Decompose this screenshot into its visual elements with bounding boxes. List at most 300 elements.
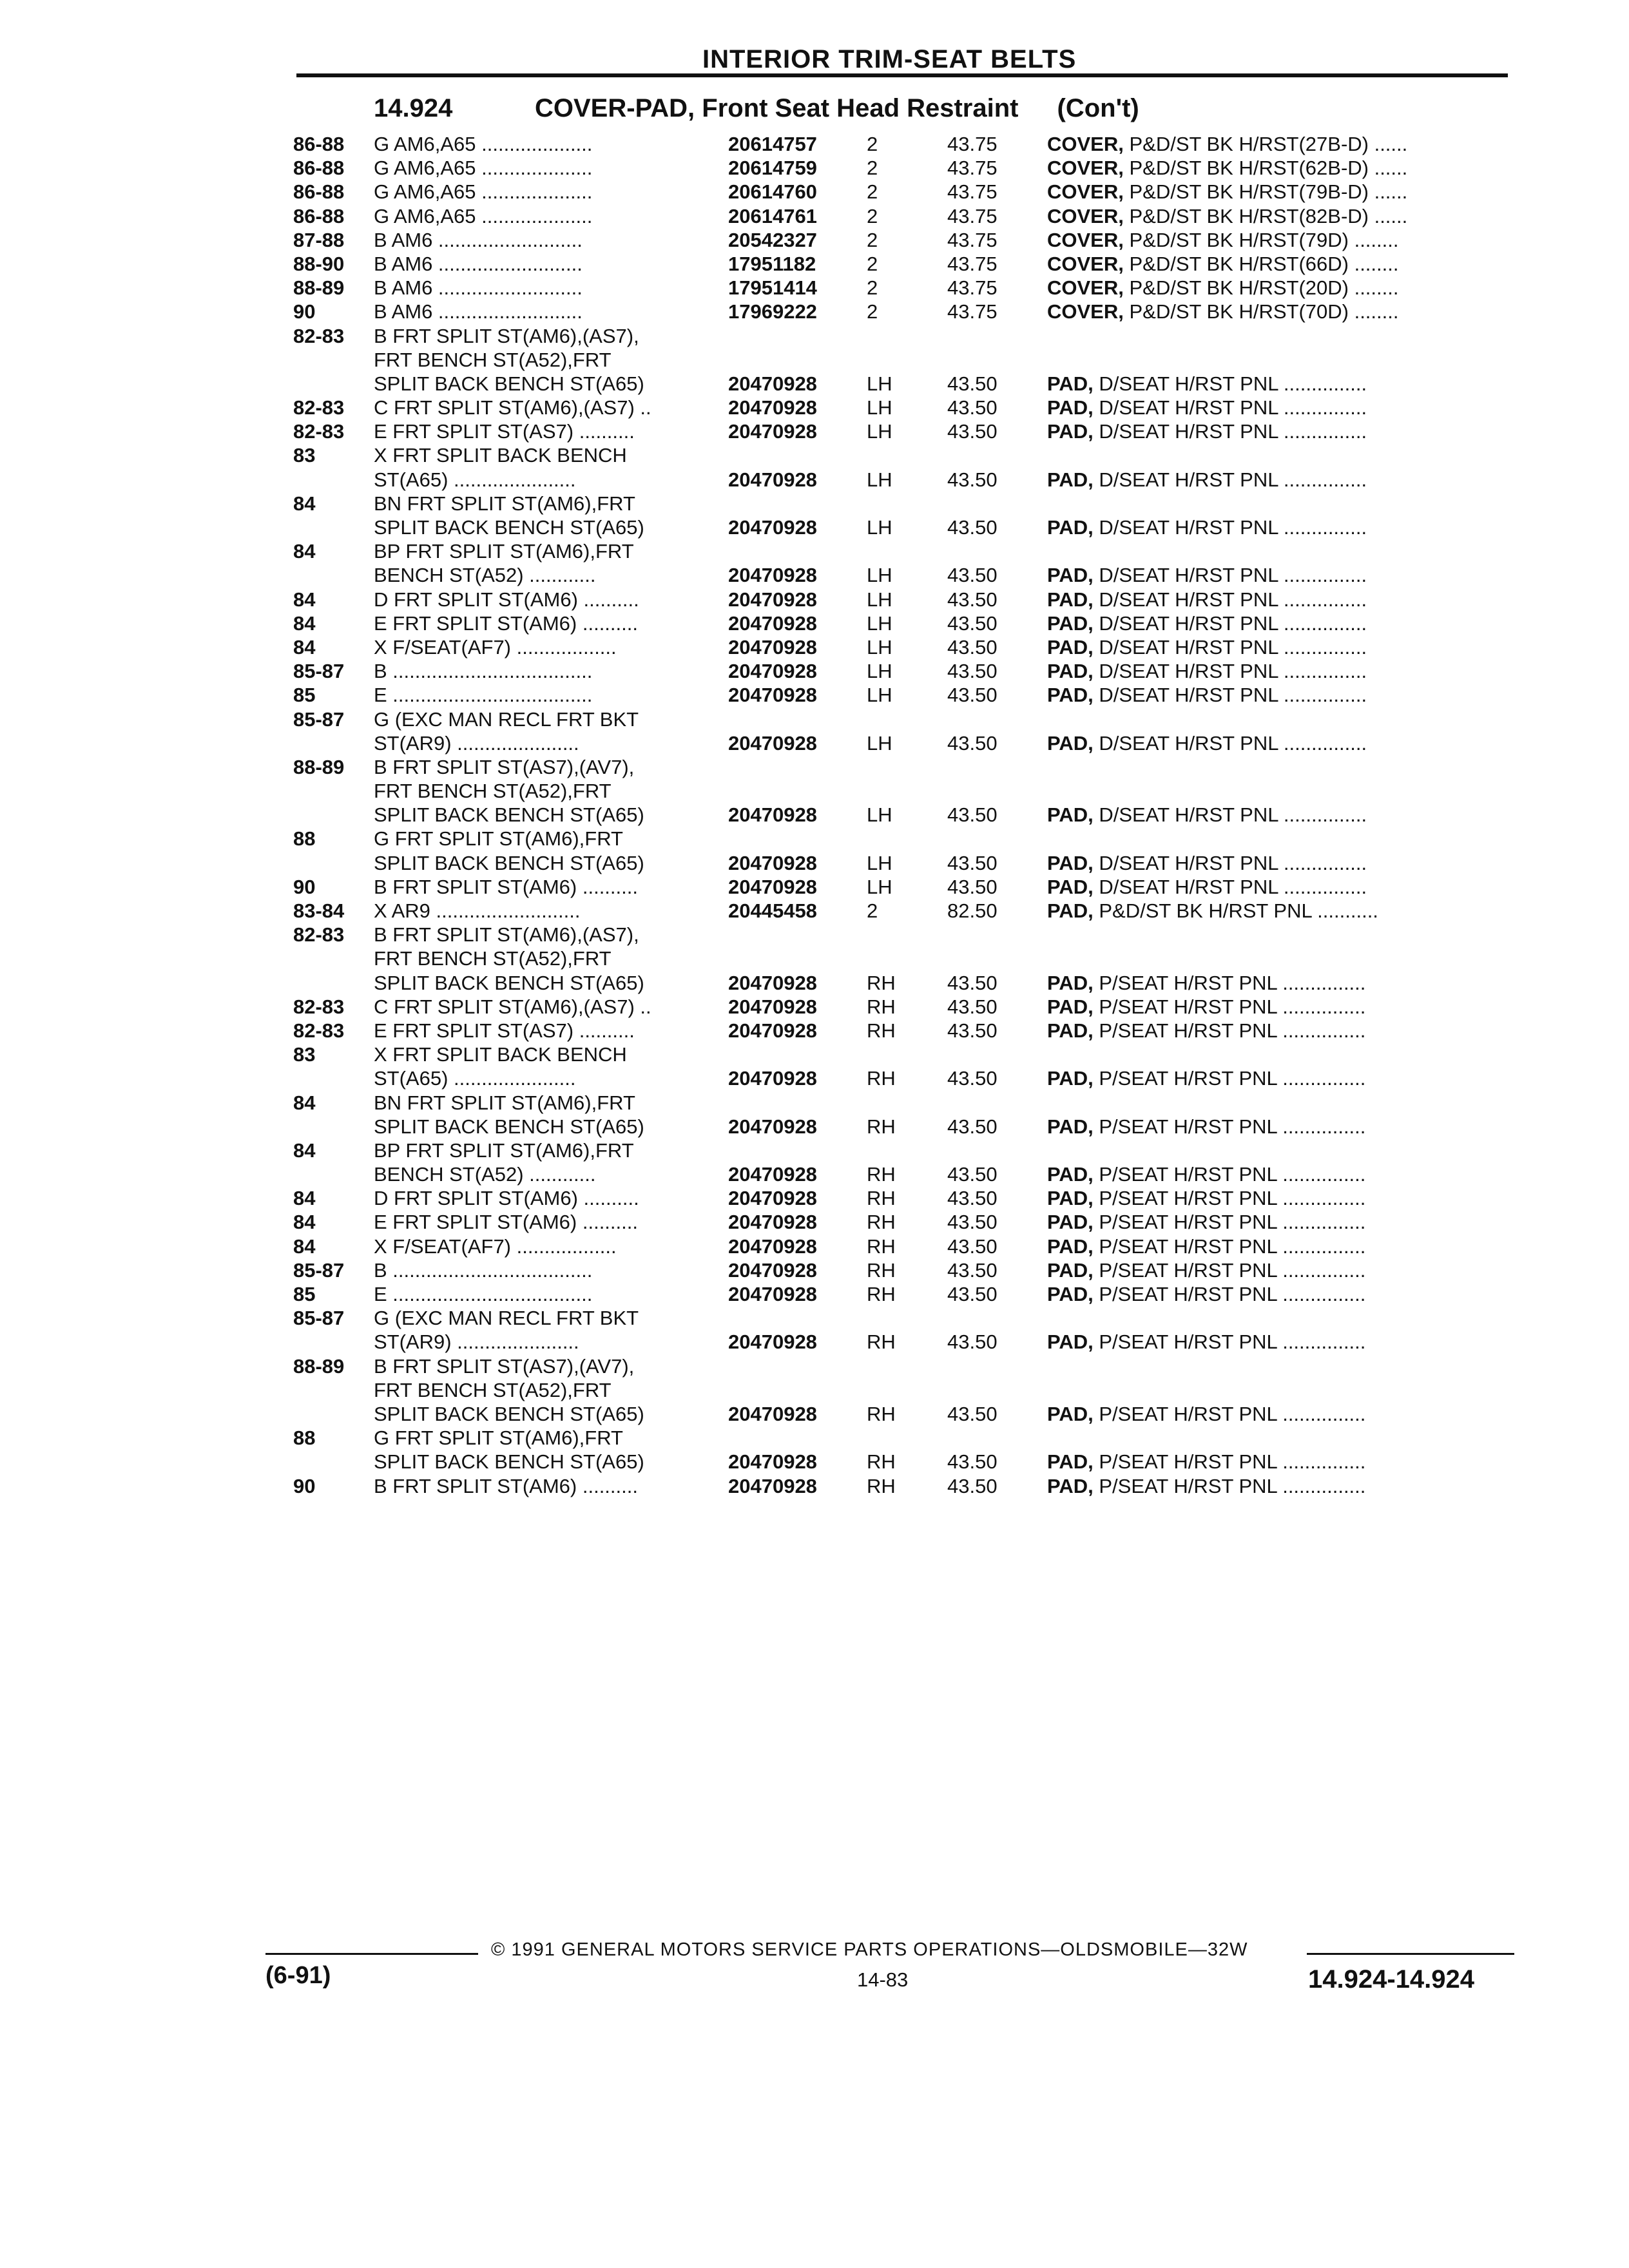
quantity: LH [867,468,892,491]
year-range: 84 [293,492,316,515]
application-desc: E .................................... [374,684,593,707]
year-range: 88 [293,1427,316,1450]
part-number: 20470928 [728,971,817,994]
price: 43.50 [947,1258,998,1282]
year-range: 84 [293,635,316,658]
list-item [0,635,1629,659]
quantity: LH [867,396,892,419]
list-item [0,156,1629,180]
list-item [0,396,1629,419]
price: 43.50 [947,684,998,707]
application-desc: BP FRT SPLIT ST(AM6),FRT [374,1139,634,1162]
page-header-title: INTERIOR TRIM-SEAT BELTS [702,45,1077,73]
part-name-detail: D/SEAT H/RST PNL ............... [1093,588,1367,611]
price: 82.50 [947,899,998,922]
year-range: 82-83 [293,1019,345,1042]
part-name-type: PAD, [1047,1450,1094,1474]
application-desc: X F/SEAT(AF7) .................. [374,635,617,658]
part-number: 20470928 [728,1331,817,1354]
price: 43.50 [947,1331,998,1354]
part-number: 20614759 [728,157,817,180]
part-name-detail: P&D/ST BK H/RST(62B-D) ...... [1123,157,1408,180]
part-name-detail: P&D/ST BK H/RST(82B-D) ...... [1123,204,1408,227]
quantity: RH [867,1283,896,1305]
quantity: LH [867,588,892,611]
section-number: 14.924 [374,94,453,122]
part-name-type: PAD, [1047,660,1094,683]
year-range: 84 [293,588,316,611]
part-number: 20470928 [728,875,817,898]
part-name [1047,1282,1511,1306]
price: 43.75 [947,228,998,251]
quantity: LH [867,875,892,898]
year-range: 82-83 [293,420,345,443]
part-name-type: COVER, [1047,252,1124,275]
part-name-type: PAD, [1047,684,1094,707]
price: 43.50 [947,1187,998,1210]
part-number: 20470928 [728,851,817,874]
price: 43.75 [947,252,998,275]
footer-section-range: 14.924-14.924 [1308,1965,1475,1994]
year-range: 85 [293,1283,316,1305]
part-name [1047,419,1511,443]
quantity: RH [867,1211,896,1234]
part-name-type: PAD, [1047,635,1094,658]
price: 43.50 [947,564,998,587]
header-rule [296,73,1508,77]
price: 43.50 [947,731,998,754]
part-name-detail: P/SEAT H/RST PNL ............... [1093,1258,1366,1282]
part-name-type: PAD, [1047,1402,1094,1425]
application-desc: E FRT SPLIT ST(AS7) .......... [374,420,635,443]
part-number: 20470928 [728,420,817,443]
list-item [0,372,1629,396]
part-name-type: PAD, [1047,1258,1094,1282]
part-name-detail: D/SEAT H/RST PNL ............... [1093,875,1367,898]
application-desc: B AM6 .......................... [374,276,583,300]
application-desc: FRT BENCH ST(A52),FRT [374,348,612,371]
part-name-type: PAD, [1047,803,1094,827]
price: 43.50 [947,1019,998,1042]
list-item [0,659,1629,683]
quantity: RH [867,995,896,1018]
price: 43.50 [947,1283,998,1305]
price: 43.50 [947,660,998,683]
quantity: 2 [867,252,878,275]
price: 43.75 [947,133,998,155]
part-number: 20470928 [728,803,817,827]
quantity: LH [867,660,892,683]
price: 43.50 [947,396,998,419]
part-number: 20470928 [728,1067,817,1090]
year-range: 88-89 [293,276,345,300]
application-desc: SPLIT BACK BENCH ST(A65) [374,803,644,827]
part-name-type: PAD, [1047,1067,1094,1090]
part-number: 20470928 [728,1187,817,1210]
quantity: RH [867,1402,896,1425]
application-desc: G FRT SPLIT ST(AM6),FRT [374,1427,623,1450]
part-name-type: PAD, [1047,1019,1094,1042]
list-item [0,827,1629,850]
application-desc: B FRT SPLIT ST(AS7),(AV7), [374,755,635,778]
footer-rule-left [265,1953,478,1955]
part-name [1047,1115,1511,1139]
list-item [0,899,1629,923]
part-name-type: PAD, [1047,372,1094,395]
part-name-type: PAD, [1047,1187,1094,1210]
quantity: RH [867,1019,896,1042]
quantity: RH [867,1235,896,1258]
part-name-detail: P/SEAT H/RST PNL ............... [1093,1235,1366,1258]
part-name-type: COVER, [1047,133,1124,155]
section-heading [374,94,1139,123]
price: 43.50 [947,995,998,1018]
list-item [0,779,1629,803]
price: 43.75 [947,300,998,323]
list-item [0,947,1629,970]
footer-page-number: 14-83 [857,1968,909,1991]
part-name [1047,372,1511,396]
list-item [0,1235,1629,1258]
part-name-detail: D/SEAT H/RST PNL ............... [1093,731,1367,754]
price: 43.50 [947,1402,998,1425]
part-number: 17951414 [728,276,817,300]
part-name [1047,588,1511,611]
list-item [0,276,1629,300]
part-name-type: PAD, [1047,1115,1094,1138]
part-number: 17951182 [728,252,816,275]
part-number: 20445458 [728,899,817,922]
part-name-detail: D/SEAT H/RST PNL ............... [1093,611,1367,635]
part-name-type: PAD, [1047,588,1094,611]
footer-date: (6-91) [265,1962,331,1989]
price: 43.50 [947,1115,998,1138]
part-number: 20470928 [728,1163,817,1186]
part-name-type: PAD, [1047,995,1094,1018]
price: 43.50 [947,468,998,491]
part-name [1047,228,1511,252]
application-desc: B FRT SPLIT ST(AM6) .......... [374,875,638,898]
part-number: 20470928 [728,1474,817,1497]
application-desc: D FRT SPLIT ST(AM6) .......... [374,1187,639,1210]
part-number: 20614760 [728,180,817,204]
parts-list [0,132,1629,1498]
year-range: 82-83 [293,995,345,1018]
quantity: LH [867,731,892,754]
application-desc: G FRT SPLIT ST(AM6),FRT [374,827,623,850]
list-item [0,851,1629,875]
list-item [0,1282,1629,1306]
part-name [1047,156,1511,180]
list-item [0,419,1629,443]
part-name [1047,683,1511,707]
list-item [0,132,1629,156]
part-name [1047,1474,1511,1498]
part-name-type: PAD, [1047,899,1094,922]
quantity: 2 [867,228,878,251]
part-number: 20470928 [728,1283,817,1305]
quantity: 2 [867,276,878,300]
year-range: 86-88 [293,204,345,227]
list-item [0,1139,1629,1162]
price: 43.50 [947,372,998,395]
price: 43.50 [947,1474,998,1497]
list-item [0,443,1629,467]
part-name-detail: P&D/ST BK H/RST PNL ........... [1093,899,1378,922]
price: 43.75 [947,276,998,300]
list-item [0,1402,1629,1426]
part-number: 20470928 [728,1115,817,1138]
application-desc: E FRT SPLIT ST(AS7) .......... [374,1019,635,1042]
part-number: 20470928 [728,396,817,419]
part-name [1047,1235,1511,1258]
part-name [1047,1450,1511,1474]
part-name-type: PAD, [1047,1331,1094,1354]
part-name-type: COVER, [1047,300,1124,323]
quantity: 2 [867,899,878,922]
part-name [1047,851,1511,875]
part-number: 20470928 [728,588,817,611]
part-number: 20470928 [728,1235,817,1258]
part-name-detail: P/SEAT H/RST PNL ............... [1093,1019,1366,1042]
part-name-detail: P&D/ST BK H/RST(70D) ........ [1123,300,1399,323]
application-desc: SPLIT BACK BENCH ST(A65) [374,1402,644,1425]
application-desc: BENCH ST(A52) ............ [374,564,596,587]
section-continued: (Con't) [1057,94,1139,122]
part-number: 20470928 [728,468,817,491]
part-name-type: PAD, [1047,611,1094,635]
price: 43.50 [947,1450,998,1474]
part-name-type: PAD, [1047,420,1094,443]
part-name-detail: P/SEAT H/RST PNL ............... [1093,1067,1366,1090]
price: 43.50 [947,1211,998,1234]
list-item [0,1091,1629,1115]
application-desc: G (EXC MAN RECL FRT BKT [374,1307,639,1330]
part-name-type: COVER, [1047,228,1124,251]
application-desc: G AM6,A65 .................... [374,204,593,227]
price: 43.50 [947,1067,998,1090]
application-desc: B .................................... [374,660,593,683]
year-range: 83-84 [293,899,345,922]
quantity: RH [867,1115,896,1138]
list-item [0,971,1629,995]
application-desc: SPLIT BACK BENCH ST(A65) [374,516,644,539]
quantity: RH [867,1474,896,1497]
application-desc: SPLIT BACK BENCH ST(A65) [374,851,644,874]
price: 43.50 [947,611,998,635]
part-name [1047,180,1511,204]
list-item [0,1162,1629,1186]
list-item [0,1066,1629,1090]
list-item [0,588,1629,611]
quantity: LH [867,635,892,658]
list-item [0,755,1629,779]
application-desc: SPLIT BACK BENCH ST(A65) [374,1115,644,1138]
part-name-detail: P/SEAT H/RST PNL ............... [1093,1283,1366,1305]
part-name-type: PAD, [1047,1211,1094,1234]
year-range: 88-89 [293,1354,345,1378]
part-name [1047,1162,1511,1186]
application-desc: X FRT SPLIT BACK BENCH [374,444,627,467]
price: 43.50 [947,851,998,874]
list-item [0,1474,1629,1498]
part-name-detail: D/SEAT H/RST PNL ............... [1093,564,1367,587]
part-name-type: PAD, [1047,851,1094,874]
application-desc: FRT BENCH ST(A52),FRT [374,947,612,970]
list-item [0,923,1629,947]
year-range: 83 [293,1043,316,1066]
footer-rule-right [1307,1953,1514,1955]
part-name-detail: D/SEAT H/RST PNL ............... [1093,803,1367,827]
part-name [1047,1402,1511,1426]
part-number: 20470928 [728,995,817,1018]
price: 43.75 [947,204,998,227]
application-desc: E .................................... [374,1283,593,1305]
part-number: 20470928 [728,1211,817,1234]
part-name [1047,803,1511,827]
part-name-detail: D/SEAT H/RST PNL ............... [1093,851,1367,874]
part-name-detail: P/SEAT H/RST PNL ............... [1093,1474,1366,1497]
application-desc: E FRT SPLIT ST(AM6) .......... [374,1211,638,1234]
application-desc: D FRT SPLIT ST(AM6) .......... [374,588,639,611]
part-number: 20470928 [728,516,817,539]
quantity: 2 [867,300,878,323]
application-desc: FRT BENCH ST(A52),FRT [374,1378,612,1401]
quantity: 2 [867,180,878,204]
part-name-detail: D/SEAT H/RST PNL ............... [1093,468,1367,491]
application-desc: G AM6,A65 .................... [374,157,593,180]
list-item [0,252,1629,276]
quantity: LH [867,372,892,395]
part-name-detail: P/SEAT H/RST PNL ............... [1093,1211,1366,1234]
quantity: RH [867,1067,896,1090]
application-desc: X F/SEAT(AF7) .................. [374,1235,617,1258]
part-name-detail: D/SEAT H/RST PNL ............... [1093,516,1367,539]
list-item [0,1258,1629,1282]
year-range: 84 [293,540,316,563]
application-desc: B FRT SPLIT ST(AM6),(AS7), [374,923,639,947]
quantity: 2 [867,133,878,155]
application-desc: B AM6 .......................... [374,300,583,323]
list-item [0,1330,1629,1354]
list-item [0,539,1629,563]
quantity: 2 [867,204,878,227]
price: 43.50 [947,803,998,827]
list-item [0,1115,1629,1139]
part-number: 20470928 [728,684,817,707]
application-desc: B AM6 .......................... [374,228,583,251]
list-item [0,468,1629,492]
list-item [0,1450,1629,1474]
list-item [0,324,1629,348]
list-item [0,492,1629,515]
year-range: 84 [293,611,316,635]
part-number: 20470928 [728,660,817,683]
application-desc: ST(A65) ...................... [374,1067,576,1090]
quantity: RH [867,971,896,994]
year-range: 86-88 [293,133,345,155]
list-item [0,611,1629,635]
quantity: 2 [867,157,878,180]
year-range: 86-88 [293,157,345,180]
quantity: LH [867,803,892,827]
quantity: LH [867,516,892,539]
part-name-detail: D/SEAT H/RST PNL ............... [1093,635,1367,658]
application-desc: X FRT SPLIT BACK BENCH [374,1043,627,1066]
part-name [1047,563,1511,587]
application-desc: B FRT SPLIT ST(AM6),(AS7), [374,324,639,347]
application-desc: B FRT SPLIT ST(AS7),(AV7), [374,1354,635,1378]
list-item [0,803,1629,827]
part-name-detail: P/SEAT H/RST PNL ............... [1093,1187,1366,1210]
part-number: 20470928 [728,372,817,395]
list-item [0,875,1629,899]
year-range: 85 [293,684,316,707]
application-desc: SPLIT BACK BENCH ST(A65) [374,1450,644,1474]
quantity: LH [867,564,892,587]
part-name-detail: D/SEAT H/RST PNL ............... [1093,396,1367,419]
list-item [0,731,1629,755]
application-desc: B AM6 .......................... [374,252,583,275]
year-range: 84 [293,1211,316,1234]
quantity: LH [867,420,892,443]
part-number: 20614757 [728,133,817,155]
application-desc: E FRT SPLIT ST(AM6) .......... [374,611,638,635]
part-name-type: PAD, [1047,1474,1094,1497]
part-name-detail: P&D/ST BK H/RST(79B-D) ...... [1123,180,1408,204]
part-name-type: COVER, [1047,276,1124,300]
list-item [0,180,1629,204]
part-number: 20614761 [728,204,817,227]
part-name-type: COVER, [1047,157,1124,180]
year-range: 85-87 [293,660,345,683]
year-range: 85-87 [293,1258,345,1282]
part-name-type: PAD, [1047,971,1094,994]
part-number: 20470928 [728,731,817,754]
part-name [1047,659,1511,683]
quantity: RH [867,1187,896,1210]
list-item [0,1306,1629,1330]
application-desc: SPLIT BACK BENCH ST(A65) [374,372,644,395]
part-name [1047,468,1511,492]
application-desc: B FRT SPLIT ST(AM6) .......... [374,1474,638,1497]
part-name [1047,276,1511,300]
part-name-type: PAD, [1047,731,1094,754]
part-name [1047,252,1511,276]
price: 43.50 [947,588,998,611]
part-name [1047,995,1511,1019]
part-number: 20542327 [728,228,817,251]
list-item [0,1186,1629,1210]
footer-copyright: © 1991 GENERAL MOTORS SERVICE PARTS OPERATIONS—OLDSMOBILE—32W [491,1939,1248,1960]
application-desc: BN FRT SPLIT ST(AM6),FRT [374,1091,635,1114]
part-name-detail: P/SEAT H/RST PNL ............... [1093,1115,1366,1138]
year-range: 90 [293,300,316,323]
application-desc: X AR9 .......................... [374,899,581,922]
list-item [0,1210,1629,1234]
part-name-type: PAD, [1047,516,1094,539]
part-number: 20470928 [728,1258,817,1282]
part-name-detail: P&D/ST BK H/RST(20D) ........ [1123,276,1399,300]
year-range: 90 [293,1474,316,1497]
application-desc: BN FRT SPLIT ST(AM6),FRT [374,492,635,515]
price: 43.50 [947,1163,998,1186]
part-number: 20470928 [728,564,817,587]
part-name-detail: D/SEAT H/RST PNL ............... [1093,660,1367,683]
application-desc: G AM6,A65 .................... [374,133,593,155]
part-name [1047,300,1511,323]
application-desc: G (EXC MAN RECL FRT BKT [374,707,639,731]
